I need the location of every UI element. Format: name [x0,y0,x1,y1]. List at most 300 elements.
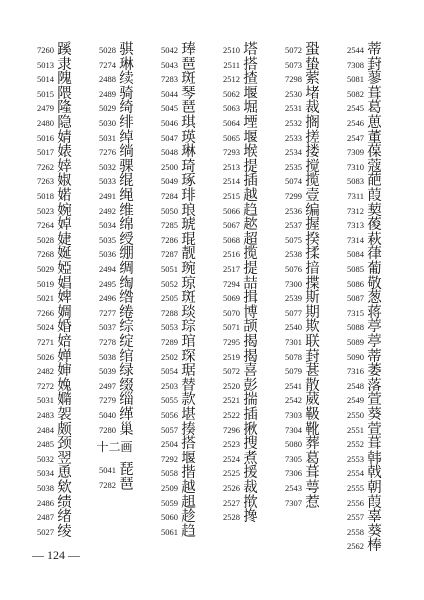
entry-character: 绵 [119,217,134,234]
entry-character: 落 [367,377,382,394]
entry-character: 琬 [181,261,196,277]
entry-character: 辜 [367,509,382,526]
entry-character: 蒂 [367,348,382,365]
entry-code: 2537 [285,220,302,231]
entry-code: 7278 [99,337,116,347]
entry-character: 蹊 [57,42,72,58]
entry-code: 2551 [347,424,364,435]
entry-code: 5038 [99,351,116,362]
entry-code: 5046 [161,118,178,128]
entry-character: 蛩 [305,42,320,58]
entry-character: 蒂 [367,42,382,58]
entry-character: 搀 [243,509,258,526]
entry-character: 堰 [243,85,258,102]
entry-character: 葛 [305,450,320,467]
entry-character: 婏 [57,377,72,394]
entry-code: 7309 [347,147,364,158]
entry-character: 联 [305,334,320,350]
entry-character: 葶 [367,319,382,336]
entry-character: 娫 [57,246,72,263]
entry-character: 戟 [367,465,382,482]
entry-code: 5063 [223,103,240,114]
entry-character: 搂 [305,144,320,161]
entry-character: 婤 [57,304,72,321]
entry-code: 2546 [347,118,364,128]
entry-code: 7306 [285,468,302,479]
entry-character: 琢 [181,173,196,190]
entry-code: 2542 [285,395,302,406]
entry-code: 7287 [161,249,178,260]
entry-code: 5054 [161,366,178,377]
entry-character: 绳 [119,188,134,204]
entry-code: 2545 [347,103,364,114]
entry-character: 娼 [57,275,72,292]
entry-code: 5014 [37,74,54,85]
entry-character: 裁 [305,100,320,117]
entry-character: 揪 [243,421,258,438]
entry-character: 琯 [181,334,196,350]
entry-code: 2557 [347,512,364,523]
entry-character: 琲 [181,188,196,204]
entry-code: 5050 [161,205,178,216]
entry-code: 7315 [347,307,364,318]
entry-character: 趁 [181,509,196,526]
entry-character: 绺 [119,290,134,307]
entry-code: 7266 [37,307,54,318]
entry-code: 5086 [347,278,364,289]
entry-character: 趋 [243,202,258,219]
entry-code: 5041 [99,465,116,476]
entry-character: 萱 [367,392,382,409]
entry-code: 5085 [347,264,364,274]
entry-character: 琶 [181,100,196,117]
entry-character: 握 [305,217,320,234]
entry-character: 隗 [57,71,72,88]
entry-code: 5068 [223,234,240,245]
entry-character: 敬 [367,275,382,292]
entry-character: 提 [243,261,258,277]
entry-code: 2516 [223,249,240,260]
entry-character: 斑 [181,71,196,88]
entry-code: 2503 [161,380,178,391]
entry-code: 2533 [285,132,302,143]
entry-character: 欸 [57,480,72,496]
entry-character: 葵 [367,407,382,423]
entry-character: 揿 [243,494,258,511]
entry-code: 2491 [99,191,116,201]
entry-character: 揍 [181,421,196,438]
entry-code: 5030 [99,118,116,128]
entry-code: 2488 [99,74,116,85]
entry-code: 5073 [285,59,302,70]
entry-character: 嫷 [57,392,72,409]
entry-character: 煮 [243,450,258,467]
entry-code: 5077 [285,307,302,318]
entry-character: 趋 [181,523,196,540]
entry-code: 7285 [161,220,178,231]
entry-code: 5035 [99,234,116,245]
entry-code: 5067 [223,220,240,231]
entry-code: 7298 [285,74,302,85]
entry-code: 5052 [161,278,178,289]
entry-character: 缀 [119,377,134,394]
entry-code: 2492 [99,205,116,216]
entry-character: 琳 [181,144,196,161]
entry-code: 5040 [99,410,116,420]
entry-character: 婢 [57,290,72,307]
entry-character: 婼 [57,188,72,204]
entry-character: 葩 [367,173,382,190]
entry-character: 葭 [367,188,382,204]
entry-code: 2519 [223,351,240,362]
entry-code: 7289 [161,337,178,347]
entry-character: 欺 [305,319,320,336]
entry-character: 琫 [181,42,196,58]
entry-code: 5062 [223,88,240,99]
entry-code: 5016 [37,132,54,143]
entry-code: 2482 [37,366,54,377]
entry-code: 7311 [347,191,364,201]
entry-character: 绫 [57,523,72,540]
entry-character: 琼 [181,275,196,292]
entry-character: 蓼 [367,71,382,88]
entry-character: 葑 [305,348,320,365]
entry-character: 葜 [367,202,382,219]
entry-character: 揆 [305,231,320,248]
entry-code: 2528 [223,512,240,523]
entry-code: 5048 [161,147,178,158]
entry-code: 5057 [161,424,178,435]
entry-code: 2504 [161,439,178,450]
entry-character: 编 [305,202,320,219]
entry-character: 越 [243,188,258,204]
entry-character: 婉 [57,202,72,219]
entry-character: 婊 [57,144,72,161]
entry-character: 绪 [57,509,72,526]
entry-character: 搁 [305,115,320,131]
entry-character: 琮 [181,319,196,336]
entry-character: 葶 [367,334,382,350]
entry-code: 5045 [161,103,178,114]
entry-character: 提 [243,158,258,175]
entry-code: 2515 [223,191,240,201]
entry-character: 惹 [305,494,320,511]
entry-code: 7310 [347,161,364,172]
entry-code: 2500 [161,161,178,172]
entry-code: 2554 [347,468,364,479]
entry-character: 蔻 [367,158,382,175]
entry-character: 萼 [305,480,320,496]
entry-character: 绽 [119,334,134,350]
entry-code: 7301 [285,337,302,347]
entry-character: 琴 [181,85,196,102]
entry-character: 靓 [181,246,196,263]
entry-character: 绸 [119,261,134,277]
entry-character: 婵 [57,348,72,365]
entry-character: 隆 [57,100,72,117]
entry-character: 揣 [243,392,258,409]
entry-character: 琨 [181,231,196,248]
entry-code: 5069 [223,293,240,304]
entry-code: 2510 [223,45,240,55]
entry-code: 5018 [37,191,54,201]
entry-code: 2527 [223,497,240,508]
entry-character: 葺 [367,436,382,453]
entry-character: 翌 [57,450,72,467]
entry-character: 塔 [243,42,258,58]
entry-code: 5033 [99,176,116,187]
entry-character: 葛 [367,100,382,117]
entry-character: 葱 [367,290,382,307]
entry-character: 萱 [367,421,382,438]
entry-character: 琦 [181,158,196,175]
entry-code: 2553 [347,453,364,464]
entry-code: 7313 [347,220,364,231]
entry-character: 琶 [181,56,196,73]
entry-code: 2517 [223,264,240,274]
entry-character: 援 [243,465,258,482]
entry-character: 颉 [243,319,258,336]
entry-code: 7304 [285,424,302,435]
entry-code: 7307 [285,497,302,508]
entry-character: 隐 [57,115,72,131]
entry-code: 2495 [99,278,116,289]
entry-character: 隈 [57,85,72,102]
entry-character: 替 [181,377,196,394]
entry-character: 喜 [243,363,258,380]
entry-code: 2548 [347,380,364,391]
entry-code: 2520 [223,380,240,391]
entry-code: 7296 [223,424,240,435]
entry-code: 2531 [285,103,302,114]
entry-character: 巢 [119,421,134,438]
entry-code: 2485 [37,439,54,450]
entry-code: 7279 [99,395,116,406]
entry-character: 葡 [367,261,382,277]
entry-character: 葳 [305,392,320,409]
entry-code: 7274 [99,59,116,70]
entry-code: 7292 [161,453,178,464]
entry-character: 堰 [243,129,258,146]
entry-code: 5089 [347,337,364,347]
entry-code: 7260 [37,45,54,55]
entry-character: 琳 [119,56,134,73]
entry-character: 搜 [243,436,258,453]
entry-character: 超 [243,231,258,248]
entry-character: 斑 [181,290,196,307]
entry-character: 缂 [119,407,134,423]
entry-code: 7282 [99,479,116,490]
entry-character: 搭 [243,56,258,73]
entry-code: 7286 [161,234,178,245]
entry-character: 款 [181,392,196,409]
entry-character: 趑 [243,217,258,234]
entry-character: 隶 [57,56,72,73]
entry-code: 5043 [161,59,178,70]
entry-code: 5039 [99,366,116,377]
entry-character: 靸 [305,407,320,423]
entry-code: 5024 [37,322,54,333]
entry-character: 琶 [119,476,134,493]
entry-character: 琚 [181,363,196,380]
entry-code: 2534 [285,147,302,158]
entry-character: 琵 [119,462,134,479]
entry-code: 5072 [223,366,240,377]
entry-code: 2562 [347,541,364,552]
entry-character: 葆 [367,144,382,161]
entry-code: 5027 [37,526,54,537]
entry-code: 2523 [223,439,240,450]
entry-character: 绹 [119,275,134,292]
entry-character: 婄 [57,334,72,350]
entry-code: 5029 [37,264,54,274]
entry-code: 7277 [99,307,116,318]
entry-character: 揲 [305,275,320,292]
entry-code: 2496 [99,293,116,304]
entry-code: 2549 [347,395,364,406]
entry-code: 5079 [285,366,302,377]
entry-code: 5032 [99,161,116,172]
entry-character: 萦 [305,71,320,88]
entry-code: 5088 [347,322,364,333]
entry-character: 骑 [119,85,134,102]
entry-character: 喆 [243,275,258,292]
entry-character: 葎 [367,246,382,263]
entry-code: 5017 [37,147,54,158]
entry-character: 散 [305,377,320,394]
entry-character: 绾 [119,348,134,365]
entry-code: 2479 [37,103,54,114]
entry-character: 绱 [119,144,134,161]
entry-code: 2521 [223,395,240,406]
entry-code: 5047 [161,132,178,143]
entry-code: 7263 [37,176,54,187]
entry-character: 朝 [367,480,382,496]
entry-code: 5090 [347,351,364,362]
entry-code: 2555 [347,483,364,493]
entry-code: 5074 [285,176,302,187]
entry-character: 琅 [181,202,196,219]
entry-code: 5044 [161,88,178,99]
entry-code: 5053 [161,322,178,333]
entry-code: 2550 [347,410,364,420]
entry-code: 5051 [161,264,178,274]
entry-code: 2538 [285,249,302,260]
entry-code: 5049 [161,176,178,187]
entry-character: 葭 [367,494,382,511]
entry-code: 5071 [223,322,240,333]
entry-character: 搅 [305,158,320,175]
entry-code: 2552 [347,439,364,450]
entry-character: 揭 [243,348,258,365]
entry-code: 2536 [285,205,302,216]
entry-code: 2541 [285,380,302,391]
page-number: — 124 — [32,548,80,562]
entry-code: 2556 [347,497,364,508]
entry-code: 2486 [37,497,54,508]
entry-character: 插 [243,173,258,190]
entry-code: 7305 [285,453,302,464]
entry-character: 绶 [119,231,134,248]
entry-character: 搭 [181,436,196,453]
entry-character: 揭 [243,334,258,350]
entry-code: 7312 [347,205,364,216]
entry-code: 5058 [161,468,178,479]
entry-code: 5066 [223,205,240,216]
entry-code: 5015 [37,88,54,99]
entry-character: 董 [367,129,382,146]
entry-code: 7271 [37,337,54,347]
entry-code: 2484 [37,424,54,435]
entry-character: 揉 [305,246,320,263]
entry-code: 5032 [37,453,54,464]
entry-code: 2547 [347,132,364,143]
entry-character: 婕 [57,231,72,248]
entry-code: 2497 [99,380,116,391]
entry-character: 婥 [57,217,72,234]
entry-character: 揞 [305,261,320,277]
entry-character: 靴 [305,421,320,438]
entry-code: 2535 [285,161,302,172]
entry-code: 2489 [99,88,116,99]
entry-character: 韩 [367,450,382,467]
entry-character: 琪 [181,115,196,131]
entry-code: 5084 [347,249,364,260]
entry-code: 7300 [285,278,302,289]
entry-code: 2487 [37,512,54,523]
entry-code: 5083 [347,176,364,187]
entry-character: 绮 [119,100,134,117]
entry-code: 5034 [99,220,116,231]
entry-code: 5031 [37,395,54,406]
entry-character: 越 [181,480,196,496]
entry-code: 5064 [223,118,240,128]
entry-character: 绲 [119,173,134,190]
entry-character: 颇 [57,421,72,438]
entry-character: 琰 [181,304,196,321]
entry-character: 绻 [119,304,134,321]
entry-code: 2505 [161,293,178,304]
entry-character: 葚 [305,363,320,380]
entry-character: 缁 [119,392,134,409]
entry-character: 趄 [181,494,196,511]
entry-character: 骐 [119,42,134,58]
entry-character: 揖 [243,290,258,307]
entry-code: 7283 [161,74,178,85]
entry-character: 葑 [367,56,382,73]
entry-code: 7314 [347,234,364,245]
entry-code: 7295 [223,337,240,347]
entry-character: 琛 [181,348,196,365]
entry-code: 5065 [223,132,240,143]
entry-character: 期 [305,304,320,321]
entry-code: 2524 [223,453,240,464]
entry-code: 5028 [99,45,116,55]
entry-character: 婭 [57,261,72,277]
entry-code: 5037 [99,322,116,333]
entry-code: 5038 [37,483,54,493]
entry-code: 5072 [285,45,302,55]
entry-code: 2558 [347,526,364,537]
entry-code: 5082 [347,88,364,99]
entry-code: 7262 [37,161,54,172]
entry-character: 蒋 [367,304,382,321]
entry-character: 恿 [57,465,72,482]
entry-code: 7284 [161,191,178,201]
entry-character: 婞 [57,158,72,175]
entry-character: 绯 [119,115,134,131]
entry-character: 瑛 [181,129,196,146]
